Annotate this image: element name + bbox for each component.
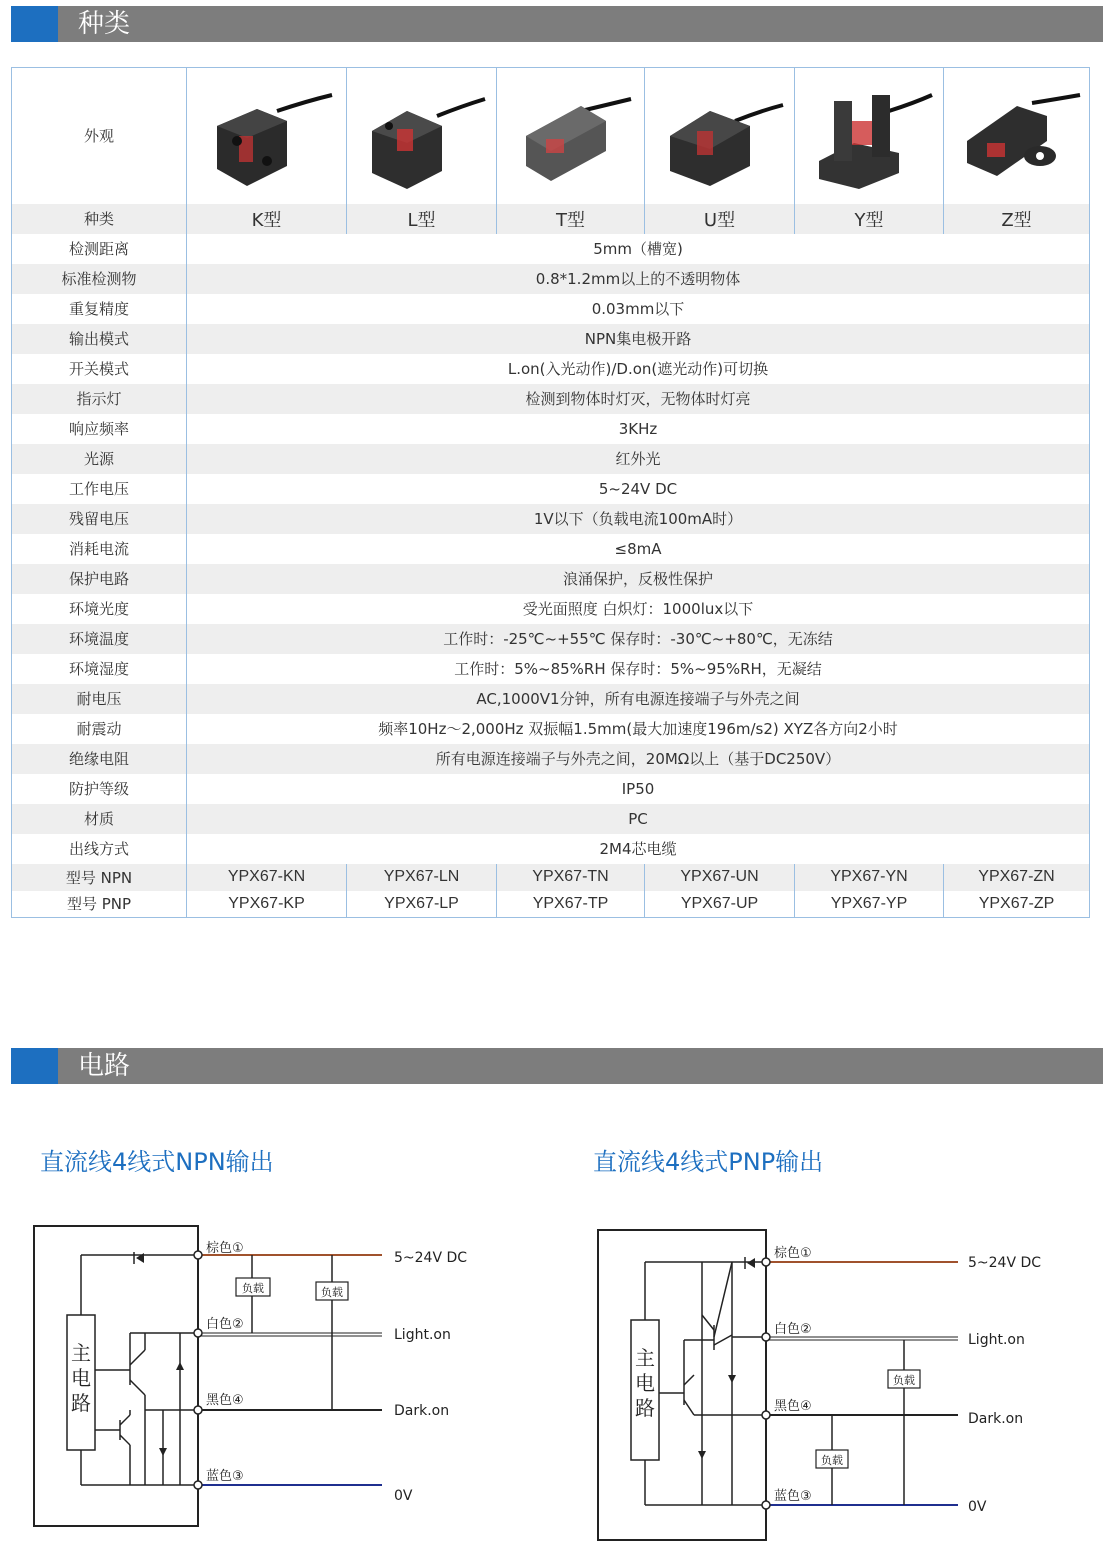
model-row-pnp — [12, 891, 1090, 918]
load-label: 负载 — [821, 1454, 843, 1467]
spec-value: 3KHz — [187, 414, 1090, 444]
spec-row — [12, 504, 1090, 534]
product-image-t — [497, 68, 645, 204]
product-image-k — [187, 68, 347, 204]
spec-value: IP50 — [187, 774, 1090, 804]
spec-label: 耐震动 — [12, 714, 187, 744]
spec-value: AC,1000V1分钟，所有电源连接端子与外壳之间 — [187, 684, 1090, 714]
spec-value: 受光面照度 白炽灯：1000lux以下 — [187, 594, 1090, 624]
spec-value: 2M4芯电缆 — [187, 834, 1090, 864]
spec-value: 所有电源连接端子与外壳之间，20MΩ以上（基于DC250V） — [187, 744, 1090, 774]
pnp-circuit-title: 直流线4线式PNP输出 — [593, 1148, 824, 1176]
model-cell: YPX67-LN — [347, 864, 497, 891]
section-header-types — [11, 6, 1103, 42]
spec-label: 残留电压 — [12, 504, 187, 534]
spec-row — [12, 774, 1090, 804]
wire-white-label: 白色② — [206, 1317, 244, 1332]
spec-label: 输出模式 — [12, 324, 187, 354]
spec-label: 防护等级 — [12, 774, 187, 804]
spec-value: 工作时：5%~85%RH 保存时：5%~95%RH，无凝结 — [187, 654, 1090, 684]
load-label: 负载 — [893, 1374, 915, 1387]
spec-value: 0.03mm以下 — [187, 294, 1090, 324]
model-cell: YPX67-KP — [187, 891, 347, 918]
spec-value: 红外光 — [187, 444, 1090, 474]
load-label: 负载 — [242, 1282, 264, 1295]
spec-value: PC — [187, 804, 1090, 834]
spec-value: 5mm（槽宽) — [187, 234, 1090, 264]
model-pnp-label: 型号 PNP — [12, 891, 187, 918]
model-cell: YPX67-YN — [795, 864, 944, 891]
main-circuit-char: 主 — [71, 1341, 91, 1365]
section-accent — [11, 1048, 58, 1084]
spec-row — [12, 744, 1090, 774]
output-supply-label: 5~24V DC — [968, 1255, 1042, 1271]
npn-circuit-diagram — [30, 1220, 480, 1530]
type-k: K型 — [187, 204, 347, 234]
spec-label: 环境温度 — [12, 624, 187, 654]
spec-row — [12, 714, 1090, 744]
spec-row — [12, 534, 1090, 564]
section-accent — [11, 6, 58, 42]
product-image-u — [645, 68, 795, 204]
product-image-y — [795, 68, 944, 204]
spec-label: 指示灯 — [12, 384, 187, 414]
model-cell: YPX67-LP — [347, 891, 497, 918]
spec-value: ≤8mA — [187, 534, 1090, 564]
load-label: 负载 — [321, 1286, 343, 1299]
spec-value: 1V以下（负载电流100mA时） — [187, 504, 1090, 534]
spec-value: 频率10Hz～2,000Hz 双振幅1.5mm(最大加速度196m/s2) XYZ各方向2小时 — [187, 714, 1090, 744]
spec-row — [12, 264, 1090, 294]
output-dark-label: Dark.on — [394, 1403, 450, 1419]
spec-value: NPN集电极开路 — [187, 324, 1090, 354]
main-circuit-char: 路 — [635, 1396, 655, 1420]
model-cell: YPX67-UP — [645, 891, 795, 918]
wire-brown-label: 棕色① — [774, 1246, 812, 1261]
spec-row — [12, 384, 1090, 414]
output-dark-label: Dark.on — [968, 1411, 1024, 1427]
model-cell: YPX67-YP — [795, 891, 944, 918]
spec-row — [12, 414, 1090, 444]
spec-label: 重复精度 — [12, 294, 187, 324]
spec-row — [12, 654, 1090, 684]
spec-value: 浪涌保护，反极性保护 — [187, 564, 1090, 594]
spec-label: 光源 — [12, 444, 187, 474]
output-light-label: Light.on — [968, 1332, 1025, 1348]
spec-label: 响应频率 — [12, 414, 187, 444]
spec-row — [12, 354, 1090, 384]
spec-table — [11, 67, 1090, 918]
section-header-circuit — [11, 1048, 1103, 1084]
spec-label: 耐电压 — [12, 684, 187, 714]
wire-blue-label: 蓝色③ — [774, 1489, 812, 1504]
spec-label: 工作电压 — [12, 474, 187, 504]
output-light-label: Light.on — [394, 1327, 451, 1343]
section-title: 种类 — [78, 9, 131, 39]
spec-label: 绝缘电阻 — [12, 744, 187, 774]
spec-label: 材质 — [12, 804, 187, 834]
spec-row — [12, 624, 1090, 654]
type-z: Z型 — [944, 204, 1090, 234]
wire-white-label: 白色② — [774, 1322, 812, 1337]
spec-row — [12, 834, 1090, 864]
model-cell: YPX67-TP — [497, 891, 645, 918]
spec-value: L.on(入光动作)/D.on(遮光动作)可切换 — [187, 354, 1090, 384]
spec-label: 检测距离 — [12, 234, 187, 264]
spec-value: 检测到物体时灯灭，无物体时灯亮 — [187, 384, 1090, 414]
section-title: 电路 — [78, 1051, 131, 1081]
main-circuit-char: 电 — [71, 1366, 91, 1390]
main-circuit-char: 主 — [635, 1346, 655, 1370]
model-cell: YPX67-KN — [187, 864, 347, 891]
spec-row — [12, 444, 1090, 474]
spec-label: 消耗电流 — [12, 534, 187, 564]
spec-row — [12, 804, 1090, 834]
model-cell: YPX67-TN — [497, 864, 645, 891]
type-label: 种类 — [12, 204, 187, 234]
model-cell: YPX67-ZN — [944, 864, 1090, 891]
type-y: Y型 — [795, 204, 944, 234]
output-zero-label: 0V — [394, 1488, 413, 1504]
spec-label: 出线方式 — [12, 834, 187, 864]
spec-row — [12, 684, 1090, 714]
wire-black-label: 黑色④ — [774, 1399, 812, 1414]
spec-label: 开关模式 — [12, 354, 187, 384]
main-circuit-char: 路 — [71, 1391, 91, 1415]
model-npn-label: 型号 NPN — [12, 864, 187, 891]
model-cell: YPX67-ZP — [944, 891, 1090, 918]
type-u: U型 — [645, 204, 795, 234]
spec-label: 标准检测物 — [12, 264, 187, 294]
spec-row — [12, 474, 1090, 504]
appearance-label: 外观 — [12, 68, 187, 204]
spec-value: 工作时：-25℃~+55℃ 保存时：-30℃~+80℃，无冻结 — [187, 624, 1090, 654]
pnp-circuit-diagram — [594, 1225, 1054, 1545]
appearance-row — [12, 68, 1090, 204]
model-cell: YPX67-UN — [645, 864, 795, 891]
main-circuit-char: 电 — [635, 1371, 655, 1395]
spec-value: 0.8*1.2mm以上的不透明物体 — [187, 264, 1090, 294]
type-l: L型 — [347, 204, 497, 234]
spec-row — [12, 594, 1090, 624]
type-t: T型 — [497, 204, 645, 234]
npn-circuit-title: 直流线4线式NPN输出 — [40, 1148, 274, 1176]
product-image-z — [944, 68, 1090, 204]
output-supply-label: 5~24V DC — [394, 1250, 468, 1266]
wire-black-label: 黑色④ — [206, 1393, 244, 1408]
wire-brown-label: 棕色① — [206, 1241, 244, 1256]
wire-blue-label: 蓝色③ — [206, 1469, 244, 1484]
spec-value: 5~24V DC — [187, 474, 1090, 504]
product-image-l — [347, 68, 497, 204]
spec-label: 保护电路 — [12, 564, 187, 594]
output-zero-label: 0V — [968, 1499, 987, 1515]
model-row-npn — [12, 864, 1090, 891]
spec-row — [12, 324, 1090, 354]
type-row — [12, 204, 1090, 234]
spec-row — [12, 564, 1090, 594]
spec-label: 环境光度 — [12, 594, 187, 624]
spec-label: 环境湿度 — [12, 654, 187, 684]
spec-row — [12, 234, 1090, 264]
spec-row — [12, 294, 1090, 324]
